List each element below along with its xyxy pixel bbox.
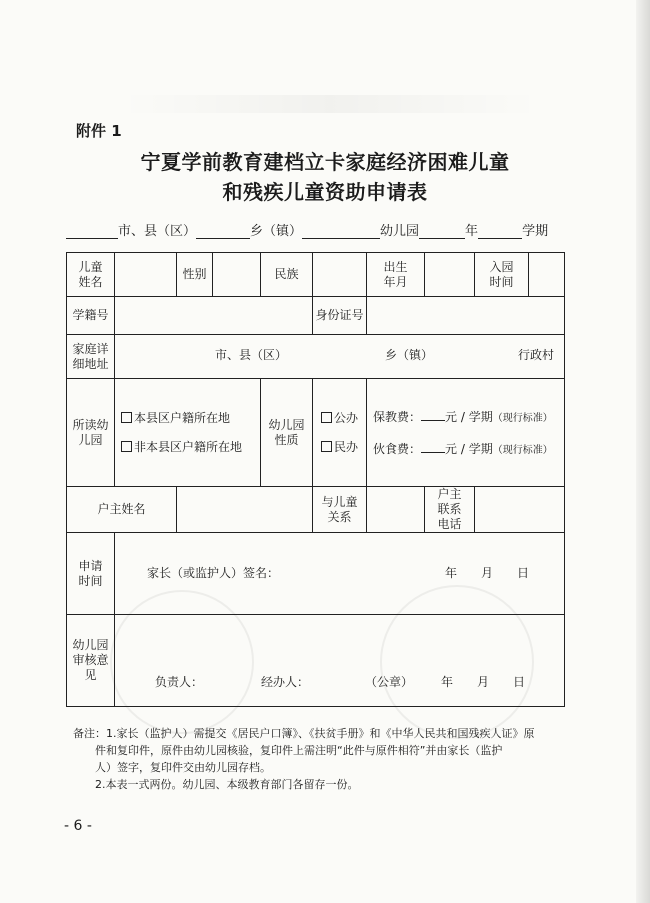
semester-label: 学期 <box>522 224 549 239</box>
year-blank[interactable] <box>419 222 465 239</box>
apply-year-label: 年 <box>445 566 458 580</box>
address-cell[interactable] <box>115 335 565 379</box>
householder-phone-cell[interactable] <box>475 487 565 533</box>
document-title-line2: 和残疾儿童资助申请表 <box>222 180 428 204</box>
food-unit: 元 / 学期 <box>445 441 493 456</box>
enroll-time-cell[interactable] <box>529 253 565 297</box>
page-number: - 6 - <box>64 818 92 834</box>
enroll-time-label: 入园 时间 <box>475 253 529 297</box>
ethnicity-cell[interactable] <box>313 253 367 297</box>
relation-label: 与儿童 关系 <box>313 487 367 533</box>
application-form-table <box>66 252 565 707</box>
public-label: 公办 <box>334 410 359 425</box>
food-label: 伙食费： <box>373 441 422 456</box>
householder-name-cell[interactable] <box>177 487 313 533</box>
child-name-cell[interactable] <box>115 253 177 297</box>
food-standard-note: （现行标准） <box>492 444 553 456</box>
householder-phone-label: 户主 联系 电话 <box>425 487 475 533</box>
private-checkbox[interactable] <box>321 441 332 452</box>
handler-label: 经办人： <box>261 675 310 689</box>
nonlocal-hukou-label: 非本县区户籍所在地 <box>134 439 243 454</box>
review-cell[interactable] <box>115 615 565 707</box>
address-town-label: 乡（镇） <box>385 348 434 362</box>
householder-name-label: 户主姓名 <box>67 487 177 533</box>
birth-cell[interactable] <box>425 253 475 297</box>
address-village-label: 行政村 <box>517 348 554 362</box>
note-line: 备注：1.家长（监护人）需提交《居民户口簿》、《扶贫手册》和《中华人民共和国残疾人证》原 <box>73 727 535 740</box>
local-hukou-checkbox[interactable] <box>121 412 132 423</box>
food-blank[interactable] <box>421 440 445 453</box>
tuition-standard-note: （现行标准） <box>492 412 553 424</box>
kg-nature-options-cell <box>313 379 367 487</box>
hukou-options-cell <box>115 379 261 487</box>
review-label: 幼儿园 审核意 见 <box>67 615 115 707</box>
apply-month-label: 月 <box>481 566 494 580</box>
public-checkbox[interactable] <box>321 412 332 423</box>
student-id-cell[interactable] <box>115 297 313 335</box>
note-line: 2.本表一式两份。幼儿园、本级教育部门各留存一份。 <box>95 778 359 791</box>
document-title-line1: 宁夏学前教育建档立卡家庭经济困难儿童 <box>140 150 510 174</box>
scan-bleed-through <box>120 95 540 113</box>
semester-blank[interactable] <box>478 222 522 239</box>
table-row <box>67 487 565 533</box>
address-city-label: 市、县（区） <box>215 348 288 362</box>
address-label: 家庭详 细地址 <box>67 335 115 379</box>
ethnicity-label: 民族 <box>261 253 313 297</box>
tuition-label: 保教费： <box>373 409 422 424</box>
kindergarten-blank[interactable] <box>302 222 380 239</box>
page-edge-shadow <box>636 0 650 903</box>
review-month-label: 月 <box>477 675 490 689</box>
note-line: 件和复印件，原件由幼儿园核验，复印件上需注明“此件与原件相符”并由家长（监护 <box>95 744 503 757</box>
table-row <box>67 533 565 615</box>
table-row <box>67 615 565 707</box>
private-label: 民办 <box>334 439 359 454</box>
id-number-cell[interactable] <box>367 297 565 335</box>
birth-label: 出生 年月 <box>367 253 425 297</box>
gender-cell[interactable] <box>213 253 261 297</box>
table-row <box>67 253 565 297</box>
apply-sign-cell[interactable] <box>115 533 565 615</box>
attachment-label: 附件 1 <box>76 122 122 140</box>
nonlocal-hukou-checkbox[interactable] <box>121 441 132 452</box>
tuition-unit: 元 / 学期 <box>445 409 493 424</box>
parent-signature-label: 家长（或监护人）签名： <box>147 566 280 580</box>
city-blank[interactable] <box>66 222 118 239</box>
kindergarten-field-label: 所读幼 儿园 <box>67 379 115 487</box>
fees-cell <box>367 379 565 487</box>
kindergarten-label: 幼儿园 <box>380 224 420 239</box>
year-label: 年 <box>465 224 479 239</box>
table-row <box>67 379 565 487</box>
review-year-label: 年 <box>441 675 454 689</box>
principal-label: 负责人： <box>155 675 204 689</box>
note-line: 人）签字，复印件交由幼儿园存档。 <box>95 761 271 774</box>
kg-nature-label: 幼儿园 性质 <box>261 379 313 487</box>
tuition-blank[interactable] <box>421 408 445 421</box>
review-day-label: 日 <box>513 675 526 689</box>
seal-label: （公章） <box>365 675 414 689</box>
id-number-label: 身份证号 <box>313 297 367 335</box>
child-name-label: 儿童 姓名 <box>67 253 115 297</box>
header-info-line <box>66 217 566 239</box>
town-blank[interactable] <box>196 222 250 239</box>
notes-section <box>73 725 563 793</box>
local-hukou-label: 本县区户籍所在地 <box>134 410 231 425</box>
gender-label: 性别 <box>177 253 213 297</box>
table-row <box>67 335 565 379</box>
apply-day-label: 日 <box>517 566 530 580</box>
table-row <box>67 297 565 335</box>
town-label: 乡（镇） <box>250 224 303 239</box>
city-label: 市、县（区） <box>118 224 197 239</box>
relation-cell[interactable] <box>367 487 425 533</box>
student-id-label: 学籍号 <box>67 297 115 335</box>
apply-time-label: 申请 时间 <box>67 533 115 615</box>
